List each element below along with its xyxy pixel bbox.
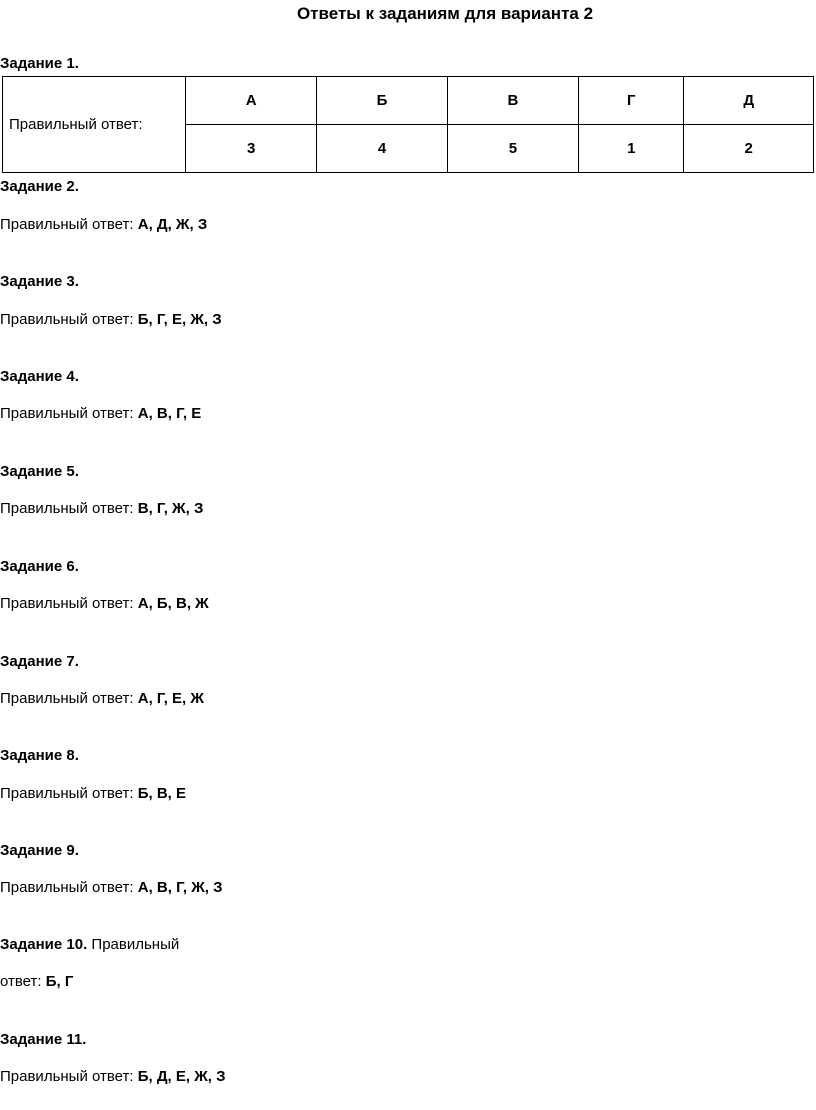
task-7-title: Задание 7. bbox=[0, 653, 79, 670]
table-cell-letter: Б bbox=[317, 77, 448, 125]
task-10-title: Задание 10. bbox=[0, 936, 88, 953]
answer-value: А, Б, В, Ж bbox=[137, 595, 209, 612]
answer-label: Правильный ответ: bbox=[0, 595, 134, 612]
answer-label: Правильный ответ: bbox=[0, 1068, 134, 1085]
task-3-title: Задание 3. bbox=[0, 273, 79, 290]
answer-value: Б, В, Е bbox=[137, 785, 187, 802]
table-row-letters bbox=[3, 77, 814, 125]
answer-label: Правильный ответ: bbox=[0, 216, 134, 233]
table-label-cell: Правильный ответ: bbox=[3, 77, 186, 173]
answer-label: Правильный ответ: bbox=[0, 405, 134, 422]
table-cell-number: 1 bbox=[579, 125, 684, 173]
task-10-line bbox=[0, 936, 179, 953]
task-2-title: Задание 2. bbox=[0, 178, 79, 195]
task-8-answer bbox=[0, 785, 186, 802]
answer-value: А, Д, Ж, З bbox=[137, 216, 208, 233]
answer-label-part2: ответ: bbox=[0, 973, 42, 990]
answer-value: Б, Д, Е, Ж, З bbox=[137, 1068, 226, 1085]
task-6-title: Задание 6. bbox=[0, 558, 79, 575]
answer-label: Правильный ответ: bbox=[0, 690, 134, 707]
task-11-answer bbox=[0, 1068, 226, 1085]
answer-value: А, Г, Е, Ж bbox=[137, 690, 204, 707]
task-1-title: Задание 1. bbox=[0, 55, 79, 72]
answer-label: Правильный ответ: bbox=[0, 500, 134, 517]
task-10-answer bbox=[0, 973, 73, 990]
answer-value: А, В, Г, Е bbox=[137, 405, 202, 422]
task-4-answer bbox=[0, 405, 201, 422]
answer-label: Правильный ответ: bbox=[0, 785, 134, 802]
task-6-answer bbox=[0, 595, 209, 612]
answer-value: В, Г, Ж, З bbox=[137, 500, 204, 517]
task-5-answer bbox=[0, 500, 203, 517]
table-cell-number: 3 bbox=[186, 125, 317, 173]
answer-value: Б, Г, Е, Ж, З bbox=[137, 311, 222, 328]
answer-label: Правильный ответ: bbox=[0, 311, 134, 328]
table-cell-number: 2 bbox=[684, 125, 814, 173]
table-cell-number: 4 bbox=[317, 125, 448, 173]
task-9-title: Задание 9. bbox=[0, 842, 79, 859]
answer-value: Б, Г bbox=[45, 973, 74, 990]
task-5-title: Задание 5. bbox=[0, 463, 79, 480]
table-cell-letter: Г bbox=[579, 77, 684, 125]
table-cell-letter: В bbox=[447, 77, 578, 125]
answer-label-part1: Правильный bbox=[91, 936, 180, 953]
task-4-title: Задание 4. bbox=[0, 368, 79, 385]
table-cell-letter: Д bbox=[684, 77, 814, 125]
task-1-answer-table bbox=[2, 76, 814, 173]
page-title: Ответы к заданиям для варианта 2 bbox=[296, 4, 594, 23]
table-cell-letter: А bbox=[186, 77, 317, 125]
task-9-answer bbox=[0, 879, 223, 896]
answer-label: Правильный ответ: bbox=[0, 879, 134, 896]
table-cell-number: 5 bbox=[447, 125, 578, 173]
task-8-title: Задание 8. bbox=[0, 747, 79, 764]
task-7-answer bbox=[0, 690, 204, 707]
task-3-answer bbox=[0, 311, 222, 328]
task-2-answer bbox=[0, 216, 207, 233]
task-11-title: Задание 11. bbox=[0, 1031, 87, 1048]
answer-value: А, В, Г, Ж, З bbox=[137, 879, 223, 896]
